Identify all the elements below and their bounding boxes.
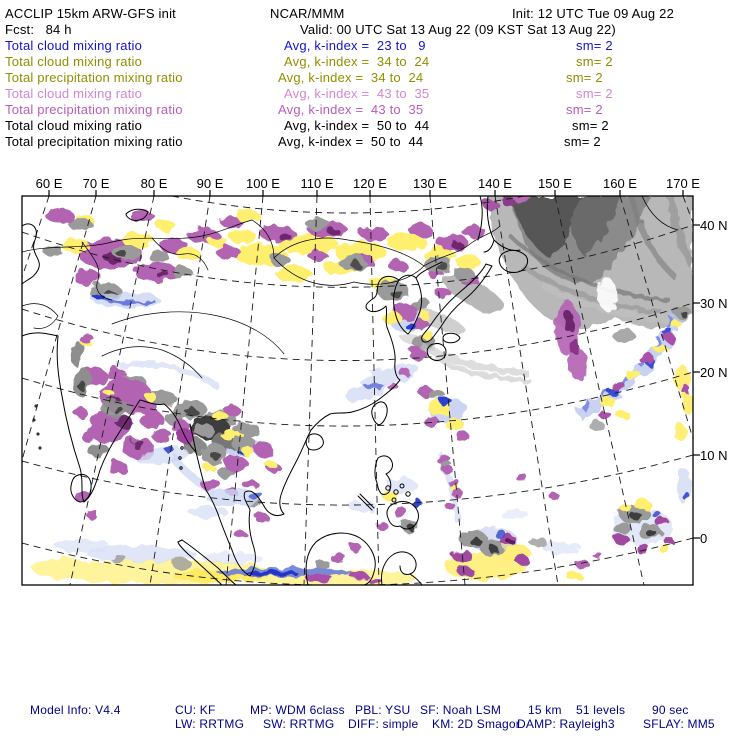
layer-label: Total precipitation mixing ratio (5, 134, 183, 149)
layer-kindex: Avg, k-index = 43 to 35 (284, 86, 430, 101)
layer-kindex: Avg, k-index = 50 to 44 (278, 134, 424, 149)
damp-scheme: DAMP: Rayleigh3 (517, 717, 615, 731)
sf-scheme: SF: Noah LSM (420, 703, 502, 717)
lat-tick-label: 10 N (700, 448, 728, 463)
lw-scheme: LW: RRTMG (175, 717, 245, 731)
lon-tick-label: 150 E (538, 176, 572, 191)
lat-tick-label: 0 (700, 531, 708, 546)
layer-label: Total cloud mixing ratio (5, 118, 143, 133)
levels: 51 levels (576, 703, 626, 717)
lon-tick-label: 140 E (478, 176, 512, 191)
layer-label: Total cloud mixing ratio (5, 54, 143, 69)
layer-label: Total precipitation mixing ratio (5, 70, 183, 85)
lon-tick-label: 60 E (35, 176, 63, 191)
cloud-shading-field (32, 194, 694, 587)
lat-tick-label: 20 N (700, 365, 728, 380)
lat-tick-label: 40 N (700, 218, 728, 233)
grid-spacing: 15 km (528, 703, 562, 717)
layer-kindex: Avg, k-index = 23 to 9 (284, 38, 426, 53)
layer-kindex: Avg, k-index = 43 to 35 (278, 102, 424, 117)
layer-label: Total cloud mixing ratio (5, 38, 143, 53)
lon-tick-label: 120 E (353, 176, 387, 191)
cu-scheme: CU: KF (175, 703, 216, 717)
diff-scheme: DIFF: simple (348, 717, 419, 731)
timestep: 90 sec (652, 703, 689, 717)
valid-time: Valid: 00 UTC Sat 13 Aug 22 (09 KST Sat 13 Aug 22) (300, 22, 616, 37)
sflay-scheme: SFLAY: MM5 (643, 717, 715, 731)
weather-map (22, 196, 693, 585)
layer-sm: sm= 2 (576, 86, 613, 101)
lon-tick-label: 160 E (603, 176, 637, 191)
layer-kindex: Avg, k-index = 50 to 44 (284, 118, 430, 133)
layer-sm: sm= 2 (576, 54, 613, 69)
layer-sm: sm= 2 (576, 38, 613, 53)
pbl-scheme: PBL: YSU (355, 703, 411, 717)
center-name: NCAR/MMM (270, 6, 345, 21)
layer-sm: sm= 2 (566, 102, 603, 117)
model-version: Model Info: V4.4 (30, 703, 121, 717)
mp-scheme: MP: WDM 6class (250, 703, 345, 717)
layer-label: Total precipitation mixing ratio (5, 102, 183, 117)
lon-tick-label: 170 E (666, 176, 700, 191)
init-time: Init: 12 UTC Tue 09 Aug 22 (512, 6, 675, 21)
lon-tick-label: 130 E (413, 176, 447, 191)
km-scheme: KM: 2D Smagor (432, 717, 520, 731)
lat-tick-label: 30 N (700, 296, 728, 311)
lon-tick-label: 70 E (82, 176, 110, 191)
layer-label: Total cloud mixing ratio (5, 86, 143, 101)
lon-tick-label: 100 E (246, 176, 280, 191)
layer-kindex: Avg, k-index = 34 to 24 (278, 70, 424, 85)
sw-scheme: SW: RRTMG (263, 717, 335, 731)
layer-sm: sm= 2 (564, 134, 601, 149)
layer-kindex: Avg, k-index = 34 to 24 (284, 54, 430, 69)
lon-tick-label: 80 E (140, 176, 168, 191)
layer-sm: sm= 2 (566, 70, 603, 85)
model-title: ACCLIP 15km ARW-GFS init (5, 6, 176, 21)
lon-tick-label: 110 E (300, 176, 334, 191)
layer-sm: sm= 2 (572, 118, 609, 133)
lon-tick-label: 90 E (196, 176, 224, 191)
forecast-hour: Fcst: 84 h (5, 22, 72, 37)
